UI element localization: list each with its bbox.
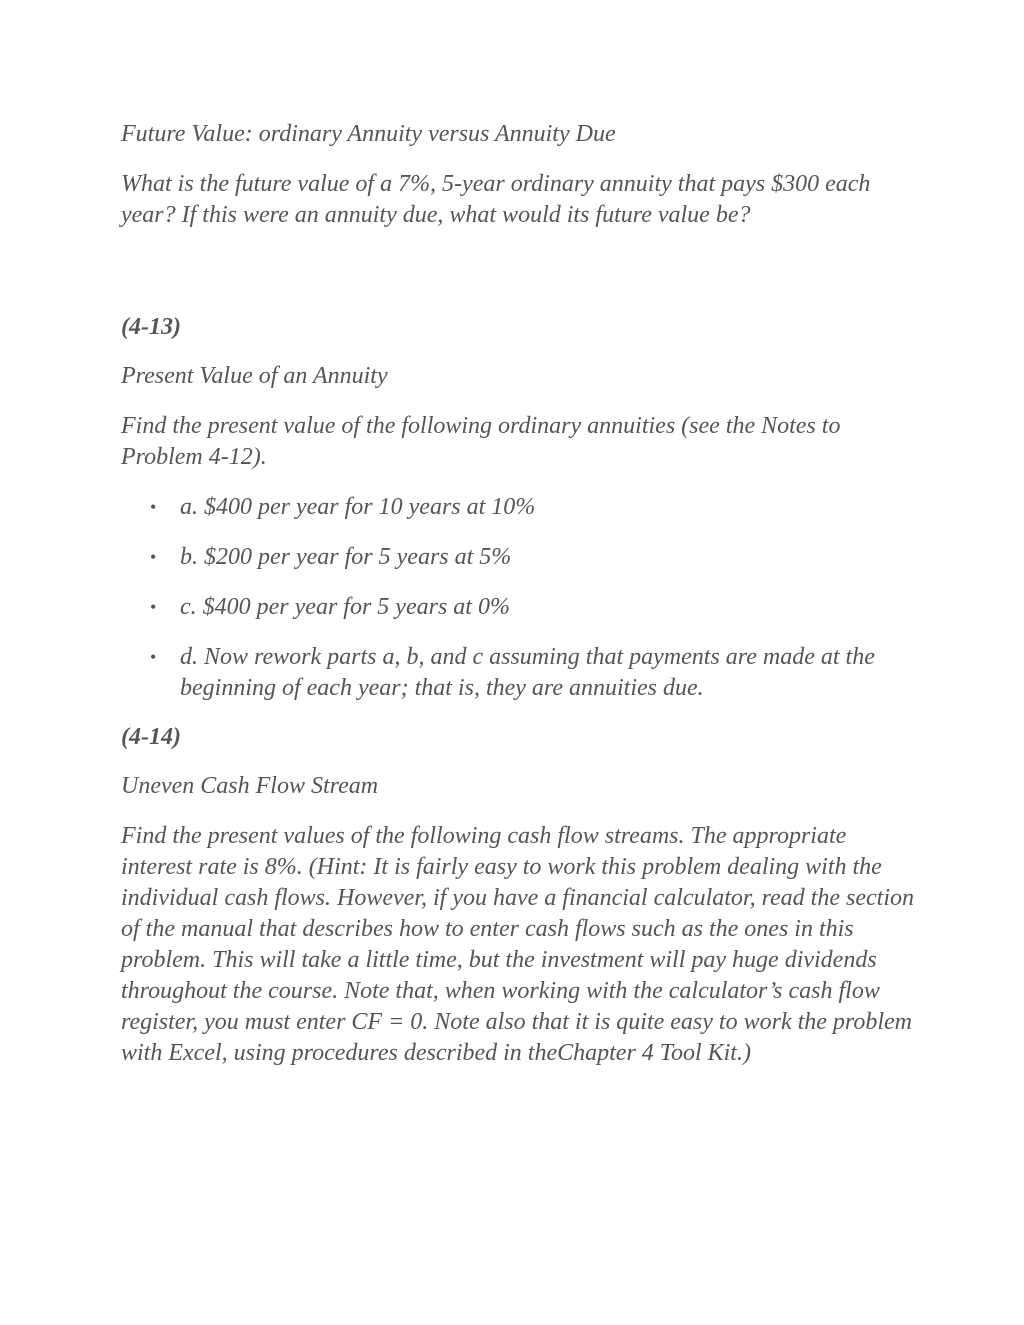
list-item-text: c. $400 per year for 5 years at 0% — [180, 594, 510, 620]
list-item-text: a. $400 per year for 10 years at 10% — [180, 494, 536, 520]
bullet-icon: • — [150, 497, 157, 517]
list-item — [121, 642, 921, 704]
list-item — [121, 492, 921, 523]
list-item-text: d. Now rework parts a, b, and c assuming that payments are made at the beginning of each year; that is, they are annuities due. — [180, 644, 875, 701]
list-item-text: b. $200 per year for 5 years at 5% — [180, 544, 512, 570]
problem-number-4-13: (4-13) — [121, 314, 181, 340]
document-page — [121, 119, 921, 1088]
section-title-present-value: Present Value of an Annuity — [121, 363, 388, 389]
problem-number-4-14: (4-14) — [121, 724, 181, 750]
bullet-icon: • — [150, 597, 157, 617]
list-item — [121, 592, 921, 623]
section-title-future-value: Future Value: ordinary Annuity versus Annuity Due — [121, 121, 616, 147]
bullet-icon: • — [150, 547, 157, 567]
annuity-list — [121, 492, 921, 704]
section-body-uneven-cash-flow: Find the present values of the following cash flow streams. The appropriate interest rate is 8%. (Hint: It is fairly easy to work this problem dealing with the individual cash flows. However, if you have a financial calculator, read the section of the manual that describes how to enter cash flows such as the ones in this problem. This will take a little time, but the investment will pay huge dividends throughout the course. Note that, when working with the calculator’s cash flow register, you must enter CF = 0. Note also that it is quite easy to work the problem with Excel, using procedures described in theChapter 4 Tool Kit.) — [121, 823, 914, 1066]
section-body-present-value: Find the present value of the following ordinary annuities (see the Notes to Problem 4-12). — [121, 413, 841, 470]
section-body-future-value: What is the future value of a 7%, 5-year ordinary annuity that pays $300 each year? If this were an annuity due, what would its future value be? — [121, 171, 871, 228]
section-title-uneven-cash-flow: Uneven Cash Flow Stream — [121, 773, 379, 799]
bullet-icon: • — [150, 647, 157, 667]
blank-line — [121, 250, 921, 312]
list-item — [121, 542, 921, 573]
